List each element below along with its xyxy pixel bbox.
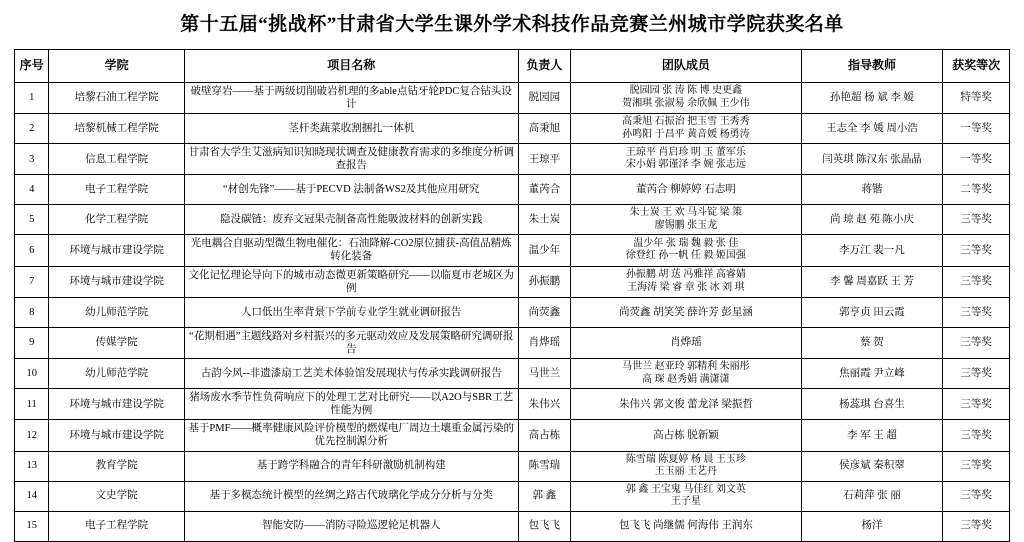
- cell-project: “花期相遇”主题线路对乡村振兴的多元驱动效应及发展策略研究调研报告: [184, 327, 518, 358]
- page-title: 第十五届“挑战杯”甘肃省大学生课外学术科技作品竞赛兰州城市学院获奖名单: [180, 14, 844, 35]
- cell-team: [571, 114, 802, 144]
- table-row: [15, 327, 1010, 358]
- table-row: [15, 297, 1010, 327]
- table-row: [15, 511, 1010, 541]
- cell-teacher: 杨蕊琪 台喜生: [801, 389, 943, 420]
- cell-award: 特等奖: [943, 82, 1010, 113]
- table-row: [15, 420, 1010, 451]
- cell-team: [571, 481, 802, 511]
- cell-teacher: 尚 琼 赵 苑 陈小庆: [801, 205, 943, 235]
- cell-team-line: 贺湘琪 张淑易 余欣佩 王少伟: [622, 97, 750, 109]
- column-header-team: 团队成员: [571, 49, 802, 82]
- cell-award: 一等奖: [943, 144, 1010, 175]
- table-row: [15, 114, 1010, 144]
- cell-team-line: 孙鸣阳 于昌平 黄音媛 杨勇涛: [622, 128, 750, 140]
- cell-team-line: 孙振鹏 胡 荙 冯雅祥 高睿婧: [625, 269, 746, 281]
- cell-leader: 朱士炭: [518, 205, 571, 235]
- cell-team: 高占栋 脱新颖: [571, 420, 802, 451]
- cell-team: [571, 359, 802, 389]
- table-row: [15, 205, 1010, 235]
- cell-team: [571, 82, 802, 113]
- cell-no: 7: [15, 266, 49, 297]
- cell-no: 12: [15, 420, 49, 451]
- cell-team: 尚荧鑫 胡笑笑 薛许芳 彭星涵: [571, 297, 802, 327]
- cell-leader: 包飞飞: [518, 511, 571, 541]
- table-row: [15, 266, 1010, 297]
- cell-project: 智能安防——消防寻险巡逻轮足机器人: [184, 511, 518, 541]
- table-row: [15, 144, 1010, 175]
- cell-college: 传媒学院: [49, 327, 184, 358]
- cell-teacher: 焦丽霞 尹立峰: [801, 359, 943, 389]
- cell-college: 文史学院: [49, 481, 184, 511]
- cell-leader: 温少年: [518, 235, 571, 266]
- cell-no: 13: [15, 451, 49, 481]
- cell-project: 光电耦合自驱动型微生物电催化：石油降解-CO2原位捕获-高值品精炼转化装备: [184, 235, 518, 266]
- cell-college: 培黎机械工程学院: [49, 114, 184, 144]
- cell-leader: 高占栋: [518, 420, 571, 451]
- cell-team-line: 高秉旭 石振治 把玉雪 王秀秀: [622, 116, 750, 128]
- cell-award: 二等奖: [943, 175, 1010, 205]
- cell-teacher: 侯彦斌 秦积翠: [801, 451, 943, 481]
- cell-no: 10: [15, 359, 49, 389]
- cell-no: 5: [15, 205, 49, 235]
- cell-team-line: 王海涛 梁 睿 章 张 冰 刘 琪: [627, 281, 745, 293]
- cell-college: 化学工程学院: [49, 205, 184, 235]
- table-body: [15, 82, 1010, 541]
- cell-no: 11: [15, 389, 49, 420]
- cell-team-line: 宋小娟 郭谨泽 李 婉 张志远: [625, 159, 746, 171]
- cell-team-line: 廖锡鹏 张玉龙: [654, 219, 718, 231]
- cell-project: 基于跨学科融合的青年科研激励机制构建: [184, 451, 518, 481]
- cell-teacher: 郭亨贞 田云霞: [801, 297, 943, 327]
- cell-team: [571, 235, 802, 266]
- cell-project: 隐没碳链：废弃文冠果壳制备高性能吸波材料的创新实践: [184, 205, 518, 235]
- cell-no: 9: [15, 327, 49, 358]
- table-row: [15, 359, 1010, 389]
- cell-college: 电子工程学院: [49, 175, 184, 205]
- column-header-no: 序号: [15, 49, 49, 82]
- column-header-leader: 负责人: [518, 49, 571, 82]
- cell-award: 三等奖: [943, 297, 1010, 327]
- cell-project: “材创先锋”——基于PECVD 法制备WS2及其他应用研究: [184, 175, 518, 205]
- cell-project: 破壁穿岩——基于两级切削破岩机理的多able点钻牙轮PDC复合钻头设计: [184, 82, 518, 113]
- cell-college: 教育学院: [49, 451, 184, 481]
- cell-teacher: 孙艳超 杨 斌 李 嫒: [801, 82, 943, 113]
- cell-college: 环境与城市建设学院: [49, 420, 184, 451]
- cell-leader: 董芮合: [518, 175, 571, 205]
- cell-project: 人口低出生率背景下学前专业学生就业调研报告: [184, 297, 518, 327]
- cell-team-line: 郭 鑫 王宝鬼 马佳红 刘文英: [625, 483, 746, 495]
- column-header-teacher: 指导教师: [801, 49, 943, 82]
- cell-no: 4: [15, 175, 49, 205]
- cell-college: 环境与城市建设学院: [49, 266, 184, 297]
- cell-team-line: 高 琛 赵秀娟 满潇潇: [642, 373, 730, 385]
- cell-leader: 王琼平: [518, 144, 571, 175]
- table-header: [15, 49, 1010, 82]
- cell-team-line: 王琼平 肖启珍 明 玉 董军乐: [625, 146, 746, 158]
- cell-college: 环境与城市建设学院: [49, 235, 184, 266]
- cell-award: 三等奖: [943, 389, 1010, 420]
- cell-project: 茎杆类蔬菜收割捆扎一体机: [184, 114, 518, 144]
- cell-teacher: 李万江 裴一凡: [801, 235, 943, 266]
- table-row: [15, 235, 1010, 266]
- table-row: [15, 175, 1010, 205]
- cell-teacher: 李 馨 周嘉跃 王 芳: [801, 266, 943, 297]
- cell-team: 朱伟兴 郭文俊 蕾龙泽 梁振哲: [571, 389, 802, 420]
- cell-award: 三等奖: [943, 481, 1010, 511]
- table-row: [15, 389, 1010, 420]
- column-header-award: 获奖等次: [943, 49, 1010, 82]
- cell-award: 三等奖: [943, 235, 1010, 266]
- cell-team: [571, 144, 802, 175]
- cell-team-line: 朱士炭 王 欢 马斗锭 梁 策: [629, 207, 743, 219]
- cell-no: 2: [15, 114, 49, 144]
- cell-team: 董芮合 柳婷婷 石志明: [571, 175, 802, 205]
- cell-award: 三等奖: [943, 420, 1010, 451]
- cell-award: 三等奖: [943, 511, 1010, 541]
- cell-college: 信息工程学院: [49, 144, 184, 175]
- cell-leader: 陈雪瑞: [518, 451, 571, 481]
- cell-team: [571, 205, 802, 235]
- cell-team: 肖烨瑶: [571, 327, 802, 358]
- cell-leader: 尚荧鑫: [518, 297, 571, 327]
- cell-project: 猪场废水季节性负荷响应下的处理工艺对比研究——以A2O与SBR工艺性能为例: [184, 389, 518, 420]
- cell-leader: 高秉旭: [518, 114, 571, 144]
- cell-award: 三等奖: [943, 359, 1010, 389]
- cell-college: 电子工程学院: [49, 511, 184, 541]
- cell-college: 幼儿师范学院: [49, 297, 184, 327]
- cell-award: 一等奖: [943, 114, 1010, 144]
- cell-project: 基于多模态统计模型的丝绸之路古代玻璃化学成分分析与分类: [184, 481, 518, 511]
- cell-team-line: 马世兰 赵亚玲 郭精利 朱丽彤: [622, 361, 750, 373]
- cell-leader: 孙振鹏: [518, 266, 571, 297]
- cell-team: [571, 451, 802, 481]
- cell-no: 1: [15, 82, 49, 113]
- cell-teacher: 杨洋: [801, 511, 943, 541]
- cell-teacher: 石莉萍 张 丽: [801, 481, 943, 511]
- table-row: [15, 451, 1010, 481]
- cell-teacher: 王志全 李 媛 周小浩: [801, 114, 943, 144]
- award-list-table: [14, 49, 1010, 542]
- cell-no: 15: [15, 511, 49, 541]
- cell-leader: 肖烨瑶: [518, 327, 571, 358]
- cell-award: 三等奖: [943, 327, 1010, 358]
- cell-leader: 朱伟兴: [518, 389, 571, 420]
- cell-project: 古韵今风--非遗漆扇工艺美术体验馆发展现状与传承实践调研报告: [184, 359, 518, 389]
- cell-teacher: 蔡 贺: [801, 327, 943, 358]
- cell-leader: 马世兰: [518, 359, 571, 389]
- cell-college: 环境与城市建设学院: [49, 389, 184, 420]
- cell-no: 3: [15, 144, 49, 175]
- cell-teacher: 李 军 王 超: [801, 420, 943, 451]
- cell-college: 幼儿师范学院: [49, 359, 184, 389]
- cell-project: 基于PMF——概率健康风险评价模型的燃煤电厂周边土壤重金属污染的优先控制源分析: [184, 420, 518, 451]
- cell-no: 8: [15, 297, 49, 327]
- cell-teacher: 闫英琪 陈汉东 张晶晶: [801, 144, 943, 175]
- cell-no: 14: [15, 481, 49, 511]
- cell-team-line: 温少年 张 瑞 魏 毅 张 佳: [633, 237, 739, 249]
- cell-award: 三等奖: [943, 451, 1010, 481]
- table-row: [15, 82, 1010, 113]
- cell-leader: 脱园园: [518, 82, 571, 113]
- column-header-project: 项目名称: [184, 49, 518, 82]
- cell-project: 甘肃省大学生艾滋病知识知晓现状调查及健康教育需求的多维度分析调查报告: [184, 144, 518, 175]
- cell-award: 三等奖: [943, 205, 1010, 235]
- cell-award: 三等奖: [943, 266, 1010, 297]
- cell-team-line: 王子星: [670, 496, 701, 508]
- cell-teacher: 蒋锴: [801, 175, 943, 205]
- cell-leader: 郭 鑫: [518, 481, 571, 511]
- cell-team: 包飞飞 尚继儒 何海伟 王润东: [571, 511, 802, 541]
- cell-college: 培黎石油工程学院: [49, 82, 184, 113]
- column-header-college: 学院: [49, 49, 184, 82]
- cell-team: [571, 266, 802, 297]
- cell-team-line: 陈雪瑞 陈夏婷 杨 晨 王玉珍: [625, 453, 746, 465]
- cell-no: 6: [15, 235, 49, 266]
- cell-team-line: 王玉丽 王艺丹: [654, 466, 718, 478]
- cell-team-line: 脱园园 张 涛 陈 博 史更鑫: [629, 85, 743, 97]
- cell-project: 文化记忆理论导向下的城市动态微更新策略研究——以临夏市老城区为例: [184, 266, 518, 297]
- cell-team-line: 徐登红 孙一帆 任 毅 姬国强: [625, 250, 746, 262]
- table-row: [15, 481, 1010, 511]
- table-header-row: [15, 49, 1010, 82]
